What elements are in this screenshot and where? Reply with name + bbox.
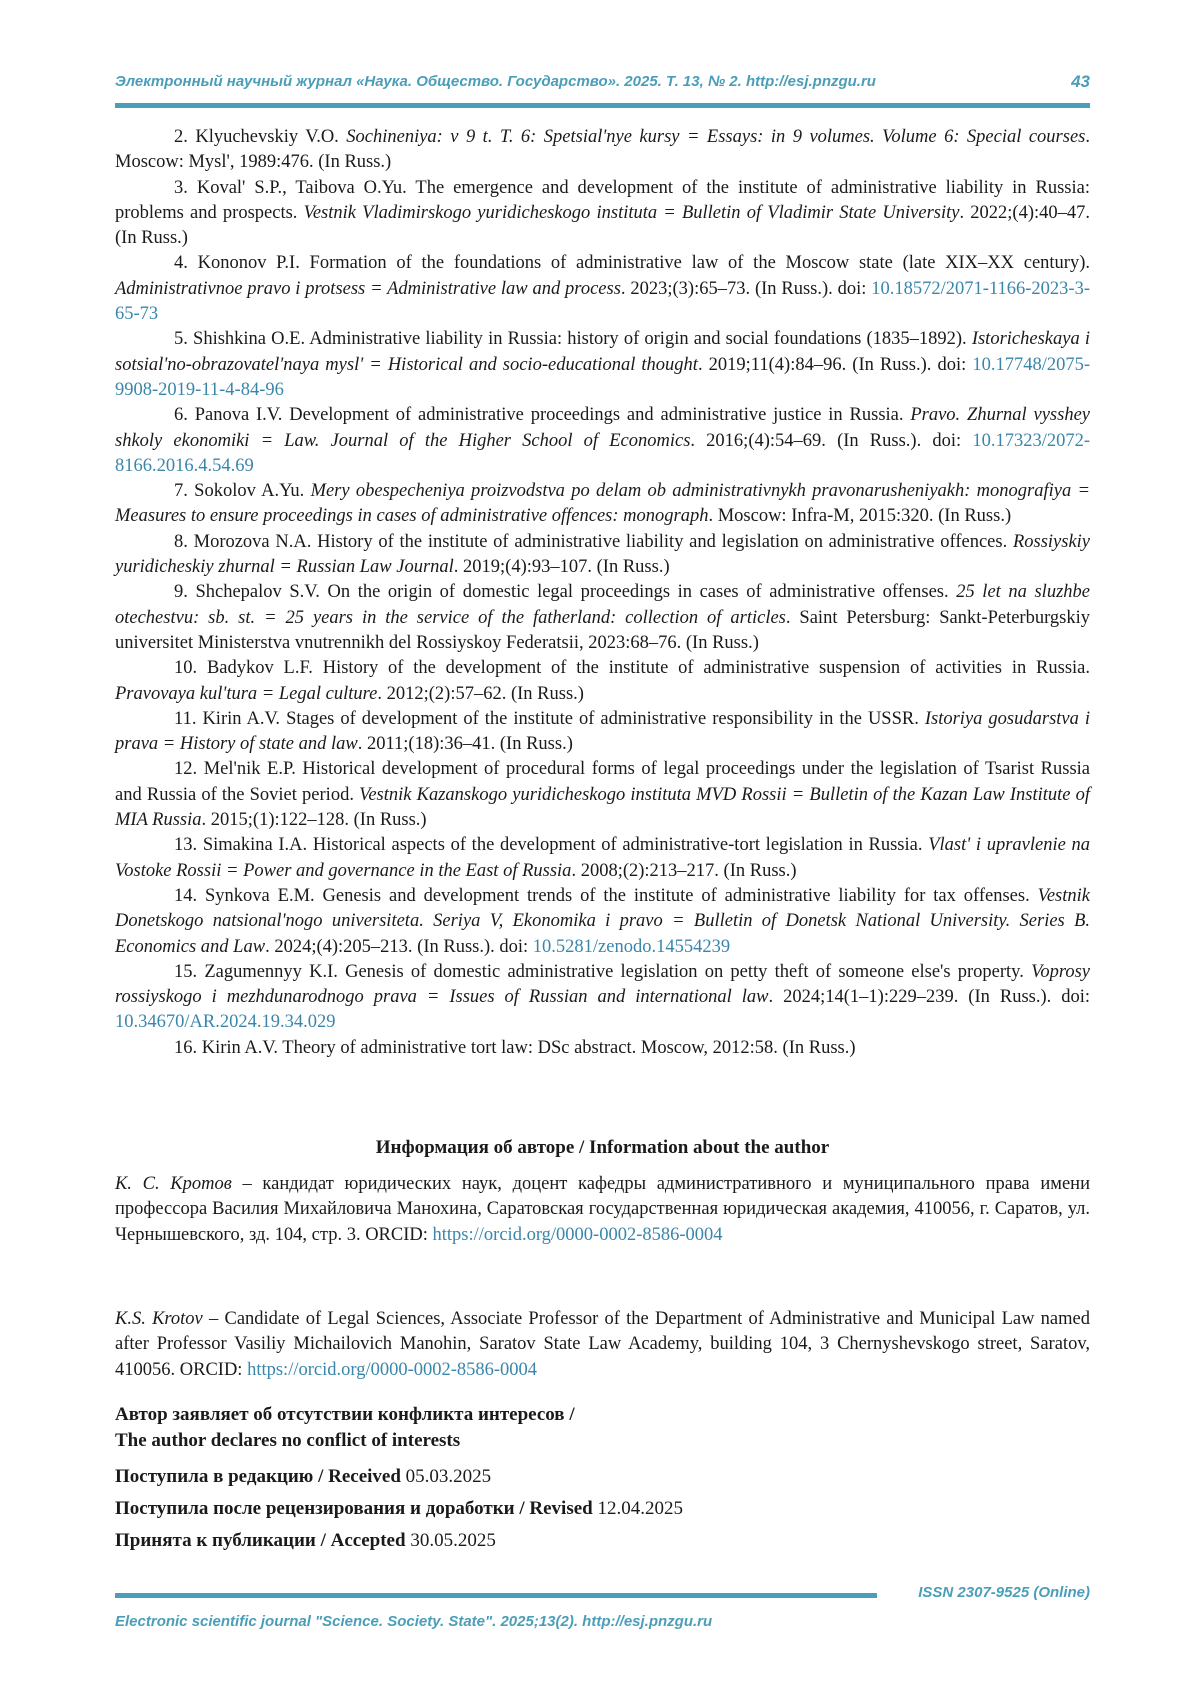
- reference-text: . 2022;(4):40–47. (In Russ.): [115, 202, 1090, 249]
- revised-label: Поступила после рецензирования и доработки / Revised: [115, 1498, 593, 1519]
- reference-source: Voprosy rossiyskogo i mezhdunarodnogo prava = Issues of Russian and international law: [115, 961, 1090, 1008]
- reference-text: 7. Sokolov A.Yu.: [174, 481, 311, 502]
- reference-source: Pravo. Zhurnal vysshey shkoly ekonomiki = Law. Journal of the Higher School of Economics: [115, 405, 1090, 451]
- doi-link[interactable]: 10.17323/2072-8166.2016.4.54.69: [115, 430, 1090, 476]
- orcid-link-ru[interactable]: https://orcid.org/0000-0002-8586-0004: [432, 1224, 723, 1245]
- reference-source: Vestnik Donetskogo natsional'nogo universiteta. Seriya V, Ekonomika i pravo = Bulletin of Donetsk National University. Series B. Economics and Law: [115, 885, 1090, 957]
- reference-item: [115, 327, 1090, 403]
- reference-item: [115, 1036, 1090, 1061]
- reference-item: [115, 656, 1090, 707]
- reference-text: . 2023;(3):65–73. (In Russ.). doi:: [620, 278, 872, 299]
- reference-source: 25 let na sluzhbe otechestvu: sb. st. = 25 years in the service of the fatherland: collection of articles: [115, 582, 1090, 628]
- reference-item: [115, 176, 1090, 252]
- reference-item: [115, 403, 1090, 479]
- reference-text: . 2024;14(1–1):229–239. (In Russ.). doi:: [768, 987, 1091, 1008]
- reference-text: 6. Panova I.V. Development of administrative proceedings and administrative justice in Russia.: [174, 405, 911, 426]
- orcid-link-en[interactable]: https://orcid.org/0000-0002-8586-0004: [247, 1359, 538, 1380]
- reference-source: Istoriya gosudarstva i prava = History of state and law: [115, 708, 1091, 755]
- reference-item: [115, 833, 1090, 884]
- reference-item: [115, 479, 1090, 530]
- reference-source: Mery obespecheniya proizvodstva po delam ob administrativnykh pravonarusheniyakh: monografiya = Measures to ensure proceedings in cases of administrative offences: monograph: [115, 481, 1091, 527]
- reference-source: Administrativnoe pravo i protsess = Administrative law and process: [115, 278, 621, 299]
- revised-date: 12.04.2025: [597, 1498, 683, 1519]
- reference-text: 8. Morozova N.A. History of the institute of administrative liability and legislation on administrative offences.: [174, 531, 1013, 552]
- reference-source: Vestnik Kazanskogo yuridicheskogo instituta MVD Rossii = Bulletin of the Kazan Law Institute of MIA Russia: [115, 784, 1091, 831]
- page-number: 43: [1071, 72, 1090, 91]
- author-info-ru: [115, 1172, 1090, 1248]
- reference-item: [115, 125, 1090, 176]
- author-info-en: [115, 1307, 1090, 1383]
- reference-text: 12. Mel'nik E.P. Historical development of procedural forms of legal proceedings under the legislation of Tsarist Russia and Russia of the Soviet period.: [115, 759, 1090, 805]
- doi-link[interactable]: 10.17748/2075-9908-2019-11-4-84-96: [115, 354, 1090, 400]
- reference-text: . 2012;(2):57–62. (In Russ.): [377, 683, 584, 704]
- doi-link[interactable]: 10.18572/2071-1166-2023-3-65-73: [115, 278, 1090, 325]
- reference-text: . Moscow: Infra-M, 2015:320. (In Russ.): [708, 506, 1012, 527]
- reference-source: Vestnik Vladimirskogo yuridicheskogo instituta = Bulletin of Vladimir State University: [303, 202, 960, 223]
- doi-link[interactable]: 10.34670/AR.2024.19.34.029: [115, 1012, 336, 1033]
- reference-source: Vlast' i upravlenie na Vostoke Rossii = Power and governance in the East of Russia: [115, 835, 1090, 881]
- reference-source: Istoricheskaya i sotsial'no-obrazovatel'naya mysl' = Historical and socio-educational thought: [115, 329, 1090, 375]
- reference-text: . 2019;11(4):84–96. (In Russ.). doi:: [697, 354, 973, 375]
- reference-item: [115, 251, 1090, 327]
- reference-text: 2. Klyuchevskiy V.O.: [174, 127, 347, 147]
- reference-source: Rossiyskiy yuridicheskiy zhurnal = Russian Law Journal: [115, 531, 1090, 578]
- reference-text: 9. Shchepalov S.V. On the origin of domestic legal proceedings in cases of administrative offenses.: [174, 582, 957, 603]
- reference-text: 11. Kirin A.V. Stages of development of the institute of administrative responsibility in the USSR.: [174, 708, 925, 729]
- reference-source: Pravovaya kul'tura = Legal culture: [115, 683, 378, 704]
- reference-text: . 2024;(4):205–213. (In Russ.). doi:: [265, 936, 533, 957]
- reference-item: [115, 530, 1090, 581]
- reference-text: . 2011;(18):36–41. (In Russ.): [357, 734, 573, 755]
- reference-text: . 2015;(1):122–128. (In Russ.): [201, 810, 427, 831]
- reference-text: . 2008;(2):213–217. (In Russ.): [571, 860, 797, 881]
- header-rule: [115, 103, 1090, 108]
- accepted-label: Принята к публикации / Accepted: [115, 1530, 406, 1551]
- author-desc-en: – Candidate of Legal Sciences, Associate Professor of the Department of Administrative and Municipal Law named after Professor Vasiliy Michailovich Manohin, Saratov State Law Academy, building 104, 3 Chernyshevskogo street, Saratov, 410056. ORCID:: [115, 1309, 1090, 1380]
- accepted-date-line: [115, 1530, 496, 1552]
- reference-item: [115, 960, 1090, 1036]
- reference-text: 3. Koval' S.P., Taibova O.Yu. The emergence and development of the institute of administrative liability in Russia: problems and prospects.: [115, 177, 1090, 223]
- reference-text: . 2016;(4):54–69. (In Russ.). doi:: [690, 430, 973, 451]
- author-desc-ru: – кандидат юридических наук, доцент кафедры административного и муниципального права имени профессора Василия Михайловича Манохина, Саратовская государственная юридическая академия, 410056, г. Саратов, ул. Чернышевского, зд. 104, стр. 3. ORCID:: [115, 1174, 1090, 1245]
- reference-text: 15. Zagumennyy K.I. Genesis of domestic administrative legislation on petty theft of someone else's property.: [174, 961, 1032, 982]
- conflict-statement-ru: Автор заявляет об отсутствии конфликта интересов /: [115, 1404, 575, 1425]
- reference-text: . 2019;(4):93–107. (In Russ.): [453, 557, 670, 578]
- revised-date-line: [115, 1498, 683, 1520]
- reference-item: [115, 707, 1090, 758]
- conflict-statement-en: The author declares no conflict of interests: [115, 1430, 461, 1451]
- reference-text: . Saint Petersburg: Sankt-Peterburgskiy universitet Ministerstva vnutrennikh del Rossiyskoy Federatsii, 2023:68–76. (In Russ.): [115, 607, 1090, 653]
- author-name-en: K.S. Krotov: [115, 1309, 203, 1329]
- footer-journal: Electronic scientific journal "Science. Society. State". 2025;13(2). http://esj.pnzgu.ru: [115, 1613, 713, 1630]
- received-date: 05.03.2025: [405, 1466, 492, 1487]
- reference-item: [115, 580, 1090, 656]
- reference-text: 4. Kononov P.I. Formation of the foundations of administrative law of the Moscow state (late XIX–XX century).: [174, 253, 1090, 274]
- reference-text: 14. Synkova E.M. Genesis and development trends of the institute of administrative liability for tax offenses.: [174, 885, 1038, 906]
- doi-link[interactable]: 10.5281/zenodo.14554239: [532, 936, 731, 957]
- author-info-heading: Информация об авторе / Information about the author: [375, 1137, 830, 1158]
- reference-item: [115, 884, 1090, 960]
- issn: ISSN 2307-9525 (Online): [918, 1584, 1090, 1601]
- reference-text: . Moscow: Mysl', 1989:476. (In Russ.): [115, 127, 1090, 173]
- reference-text: 13. Simakina I.A. Historical aspects of the development of administrative-tort legislation in Russia.: [174, 835, 929, 856]
- reference-text: 10. Badykov L.F. History of the development of the institute of administrative suspension of activities in Russia.: [174, 658, 1090, 679]
- reference-source: Sochineniya: v 9 t. T. 6: Spetsial'nye kursy = Essays: in 9 volumes. Volume 6: Special courses: [346, 127, 1086, 147]
- reference-item: [115, 757, 1090, 833]
- reference-text: 5. Shishkina O.E. Administrative liability in Russia: history of origin and social foundations (1835–1892).: [174, 329, 972, 350]
- reference-list: [115, 125, 1090, 1061]
- accepted-date: 30.05.2025: [410, 1530, 496, 1551]
- author-name-ru: К. С. Кротов: [115, 1174, 232, 1194]
- header-journal-title: Электронный научный журнал «Наука. Общество. Государство». 2025. Т. 13, № 2. http://esj.pnzgu.ru: [115, 73, 876, 90]
- reference-text: 16. Kirin A.V. Theory of administrative tort law: DSc abstract. Moscow, 2012:58. (In Russ.): [174, 1037, 856, 1058]
- received-label: Поступила в редакцию / Received: [115, 1466, 401, 1487]
- received-date-line: [115, 1466, 491, 1488]
- footer-rule: [115, 1593, 877, 1598]
